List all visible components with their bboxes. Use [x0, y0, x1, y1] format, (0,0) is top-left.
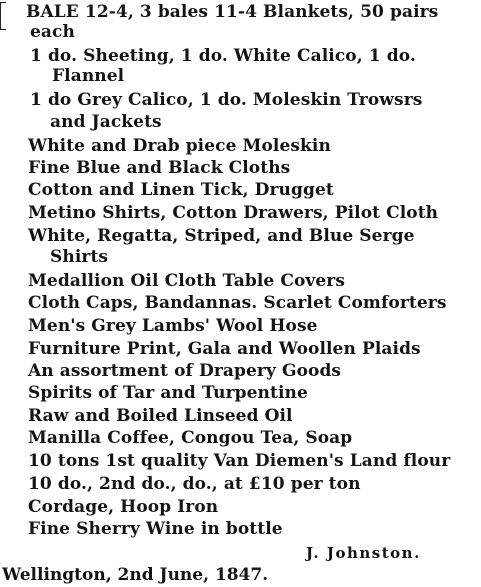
signature: J. Johnston. — [306, 544, 421, 562]
ad-line: and Jackets — [50, 112, 162, 132]
ad-line: White and Drab piece Moleskin — [28, 136, 331, 156]
ad-line: Manilla Coffee, Congou Tea, Soap — [28, 428, 353, 448]
ad-line: Fine Sherry Wine in bottle — [28, 519, 283, 539]
ad-line: Cotton and Linen Tick, Drugget — [28, 180, 334, 200]
ad-line: Metino Shirts, Cotton Drawers, Pilot Cloth — [28, 203, 439, 223]
ad-line: Medallion Oil Cloth Table Covers — [28, 271, 346, 291]
ad-line: Cloth Caps, Bandannas. Scarlet Comforters — [28, 293, 447, 313]
ad-line: White, Regatta, Striped, and Blue Serge — [28, 226, 415, 246]
ad-line: each — [30, 22, 75, 42]
dateline: Wellington, 2nd June, 1847. — [2, 565, 269, 585]
ad-line: 1 do. Sheeting, 1 do. White Calico, 1 do. — [30, 46, 416, 66]
ad-line: BALE 12-4, 3 bales 11-4 Blankets, 50 pairs — [26, 2, 439, 22]
ad-line: Spirits of Tar and Turpentine — [28, 383, 308, 403]
ad-line: Furniture Print, Gala and Woollen Plaids — [28, 339, 421, 359]
ad-line: Fine Blue and Black Cloths — [28, 158, 291, 178]
ad-line: Shirts — [50, 247, 109, 267]
ad-line: 1 do Grey Calico, 1 do. Moleskin Trowsrs — [30, 90, 423, 110]
opening-bracket — [0, 2, 6, 30]
ad-line: Flannel — [52, 66, 125, 86]
ad-line: Raw and Boiled Linseed Oil — [28, 406, 293, 426]
ad-line: 10 do., 2nd do., do., at £10 per ton — [28, 474, 361, 494]
ad-line: An assortment of Drapery Goods — [28, 361, 342, 381]
ad-line: Men's Grey Lambs' Wool Hose — [28, 316, 318, 336]
ad-line: 10 tons 1st quality Van Diemen's Land flour — [28, 451, 451, 471]
ad-line: Cordage, Hoop Iron — [28, 497, 219, 517]
